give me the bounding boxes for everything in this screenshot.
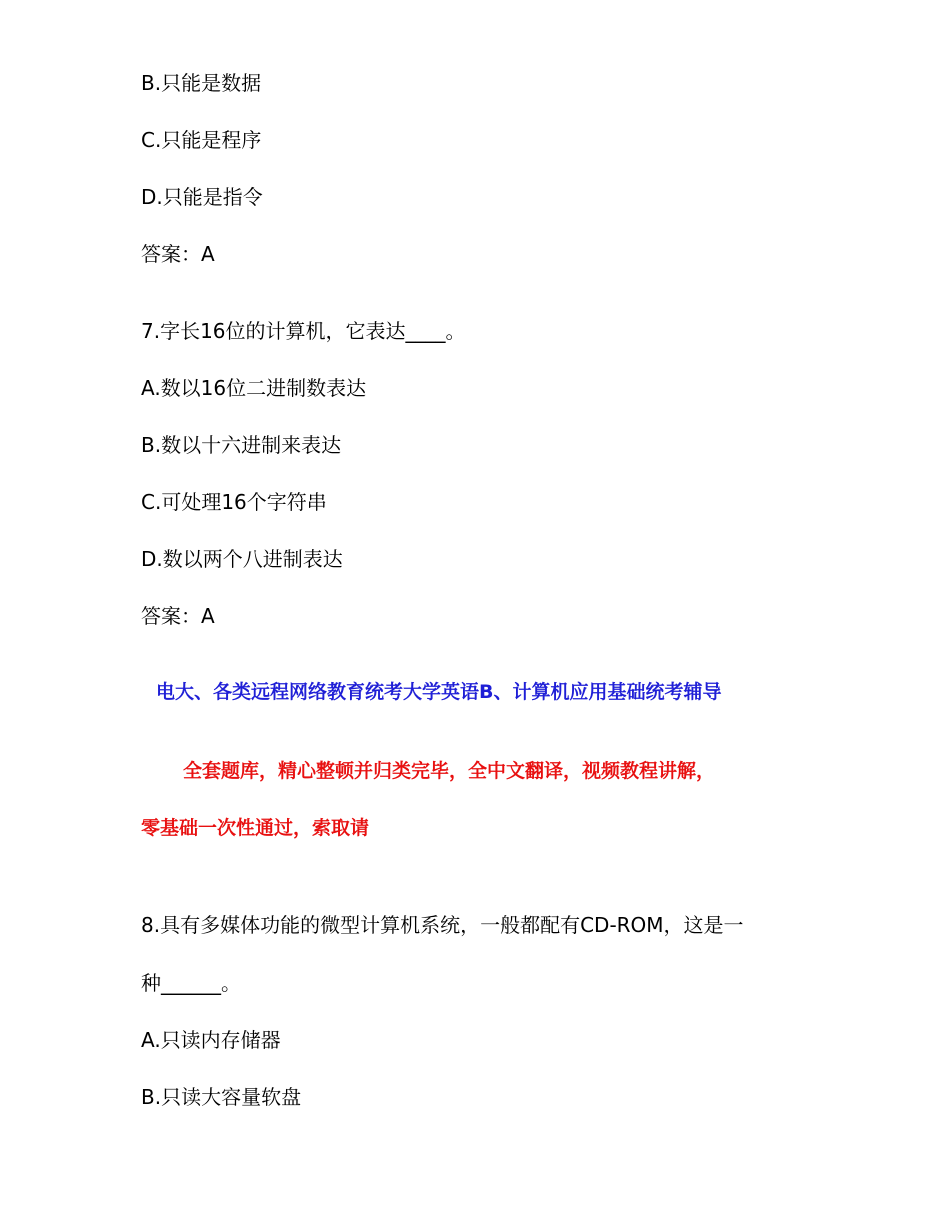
q8-question-line-1: 8.具有多媒体功能的微型计算机系统，一般都配有CD-ROM，这是一 bbox=[141, 913, 744, 937]
q8-question-line-2: 种______。 bbox=[141, 971, 241, 995]
q7-option-d: D.数以两个八进制表达 bbox=[141, 547, 343, 571]
q7-option-c: C.可处理16个字符串 bbox=[141, 490, 327, 514]
q6-option-c: C.只能是程序 bbox=[141, 128, 262, 152]
q6-option-d: D.只能是指令 bbox=[141, 185, 263, 209]
q7-option-a: A.数以16位二进制数表达 bbox=[141, 376, 367, 400]
promo-line-3: 零基础一次性通过，索取请 bbox=[141, 817, 370, 839]
q6-answer: 答案：A bbox=[141, 242, 215, 266]
q7-answer: 答案：A bbox=[141, 604, 215, 628]
q7-option-b: B.数以十六进制来表达 bbox=[141, 433, 342, 457]
promo-line-2: 全套题库，精心整顿并归类完毕，全中文翻译，视频教程讲解， bbox=[183, 760, 716, 782]
q6-option-b: B.只能是数据 bbox=[141, 71, 262, 95]
q7-question: 7.字长16位的计算机，它表达____。 bbox=[141, 319, 466, 343]
q8-option-a: A.只读内存储器 bbox=[141, 1028, 281, 1052]
promo-heading: 电大、各类远程网络教育统考大学英语B、计算机应用基础统考辅导 bbox=[156, 681, 722, 703]
q8-option-b: B.只读大容量软盘 bbox=[141, 1085, 302, 1109]
